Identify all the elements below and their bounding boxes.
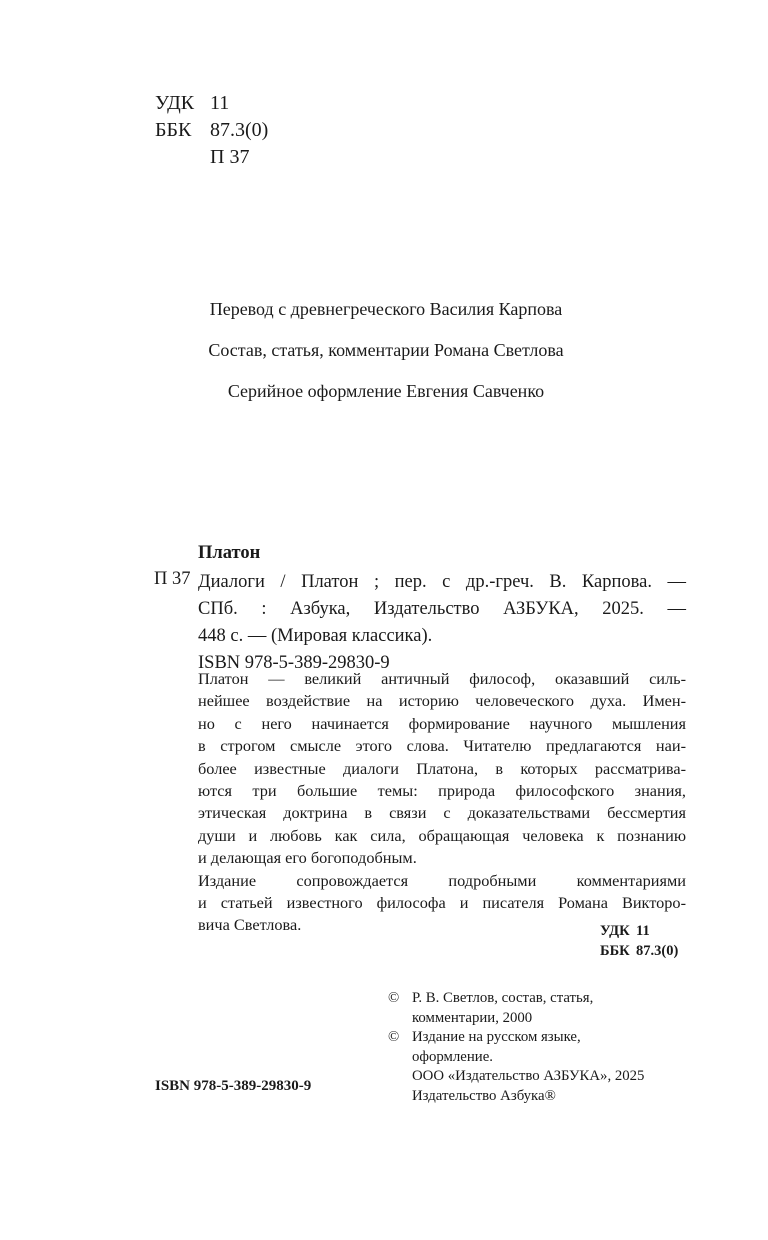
- author-mark-row: [155, 144, 268, 171]
- footer-udk-value: 11: [636, 923, 650, 939]
- annotation-line: вича Светлова.: [198, 915, 302, 935]
- catalog-bibliographic-record: [198, 569, 686, 677]
- annotation-line: Издание сопровождается подробными комментариями: [198, 870, 686, 890]
- copyright-entry-1: [388, 989, 644, 1009]
- credit-translator: Перевод с древнегреческого Василия Карпова: [209, 299, 563, 319]
- copyright-block: [388, 989, 644, 1106]
- bib-line: СПб. : Азбука, Издательство АЗБУКА, 2025. —: [198, 599, 686, 619]
- annotation-line: в строгом смысле этого слова. Читателю предлагаются наи-: [198, 736, 686, 756]
- annotation-line: но с него начинается формирование научного мышления: [198, 713, 686, 733]
- footer-bbk-value: 87.3(0): [636, 943, 679, 959]
- annotation-line: нейшее воздействие на историю человеческого духа. Имен-: [198, 691, 686, 711]
- credit-designer: Серийное оформление Евгения Савченко: [227, 381, 545, 401]
- annotation-line: и делающая его богоподобным.: [198, 848, 417, 868]
- footer-udk-row: [600, 921, 678, 941]
- bib-line: Диалоги / Платон ; пер. с др.-греч. В. Карпова. —: [198, 572, 686, 592]
- copyright-text: Р. В. Светлов, состав, статья,: [412, 990, 594, 1006]
- credit-compiler: Состав, статья, комментарии Романа Светлова: [208, 340, 564, 360]
- annotation-line: ются три большие темы: природа философского знания,: [198, 781, 686, 801]
- bbk-row: [155, 117, 268, 144]
- udk-row: [155, 90, 268, 117]
- catalog-code: П 37: [154, 569, 191, 589]
- copyright-symbol: ©: [388, 1029, 400, 1045]
- copyright-text: комментарии, 2000: [412, 1009, 533, 1026]
- catalog-author: Платон: [198, 543, 261, 563]
- isbn-bottom: ISBN 978-5-389-29830-9: [155, 1078, 312, 1094]
- annotation-line: более известные диалоги Платона, в которых рассматрива-: [198, 758, 686, 778]
- footer-bbk-label: ББК: [600, 943, 630, 959]
- bib-line: 448 с. — (Мировая классика).: [198, 626, 433, 646]
- annotation-line: и статьей известного философа и писателя Романа Викторо-: [198, 893, 686, 913]
- annotation: [198, 668, 686, 937]
- copyright-text: ООО «Издательство АЗБУКА», 2025: [412, 1068, 645, 1084]
- footer-udk-label: УДК: [600, 923, 630, 939]
- author-mark: П 37: [210, 146, 250, 168]
- udk-value: 11: [210, 92, 230, 114]
- udk-label: УДК: [155, 92, 195, 114]
- copyright-symbol: ©: [388, 990, 400, 1006]
- bbk-label: ББК: [155, 119, 192, 141]
- classification-codes: [155, 90, 268, 171]
- copyright-text: оформление.: [412, 1048, 493, 1065]
- annotation-line: души и любовь как сила, обращающая человека к познанию: [198, 825, 686, 845]
- footer-classification-codes: [600, 921, 678, 961]
- annotation-line: Платон — великий античный философ, оказавший силь-: [198, 669, 686, 688]
- bib-isbn: ISBN 978-5-389-29830-9: [198, 653, 390, 673]
- annotation-line: этическая доктрина в связи с доказательствами бессмертия: [198, 803, 686, 823]
- bbk-value: 87.3(0): [210, 119, 269, 141]
- copyright-entry-2: [388, 1028, 644, 1048]
- copyright-text: Издательство Азбука®: [412, 1087, 556, 1104]
- copyright-text: Издание на русском языке,: [412, 1029, 581, 1045]
- footer-bbk-row: [600, 941, 678, 961]
